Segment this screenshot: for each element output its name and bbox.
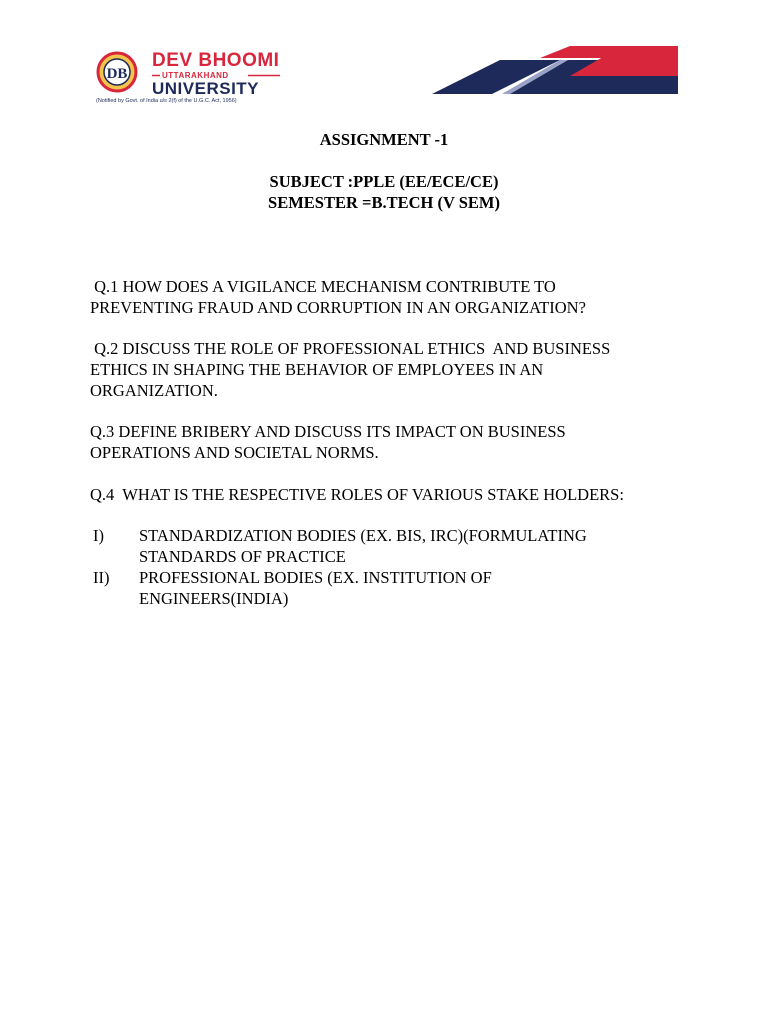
list-item-number: I) — [93, 526, 104, 545]
logo-university: UNIVERSITY — [152, 79, 260, 98]
question-3: Q.3 DEFINE BRIBERY AND DISCUSS ITS IMPACT ON BUSINESS OPERATIONS AND SOCIETAL NORMS. — [90, 422, 570, 462]
list-item-text: STANDARDIZATION BODIES (EX. BIS, IRC)(FORMULATING STANDARDS OF PRACTICE — [139, 526, 587, 566]
list-item-number: II) — [93, 568, 110, 587]
header-stripe-decoration — [430, 46, 680, 96]
question-2: Q.2 DISCUSS THE ROLE OF PROFESSIONAL ETHICS AND BUSINESS ETHICS IN SHAPING THE BEHAVIOR OF EMPLOYEES IN AN ORGANIZATION. — [90, 339, 615, 400]
subject-line: SUBJECT :PPLE (EE/ECE/CE) — [269, 172, 499, 191]
logo-state: UTTARAKHAND — [162, 71, 229, 80]
question-1: Q.1 HOW DOES A VIGILANCE MECHANISM CONTRIBUTE TO PREVENTING FRAUD AND CORRUPTION IN AN ORGANIZATION? — [90, 277, 586, 317]
list-item-text: PROFESSIONAL BODIES (EX. INSTITUTION OF ENGINEERS(INDIA) — [139, 568, 492, 608]
question-4: Q.4 WHAT IS THE RESPECTIVE ROLES OF VARIOUS STAKE HOLDERS: — [90, 485, 624, 504]
logo-note: (Notified by Govt. of India u/s 2(f) of the U.G.C. Act, 1956) — [96, 98, 237, 104]
university-emblem-icon — [90, 48, 150, 98]
logo-name: DEV BHOOMI — [152, 50, 280, 71]
semester-line: SEMESTER =B.TECH (V SEM) — [268, 193, 500, 212]
university-logo — [90, 48, 300, 106]
svg-text:DB: DB — [106, 66, 128, 82]
assignment-title: ASSIGNMENT -1 — [319, 130, 449, 149]
